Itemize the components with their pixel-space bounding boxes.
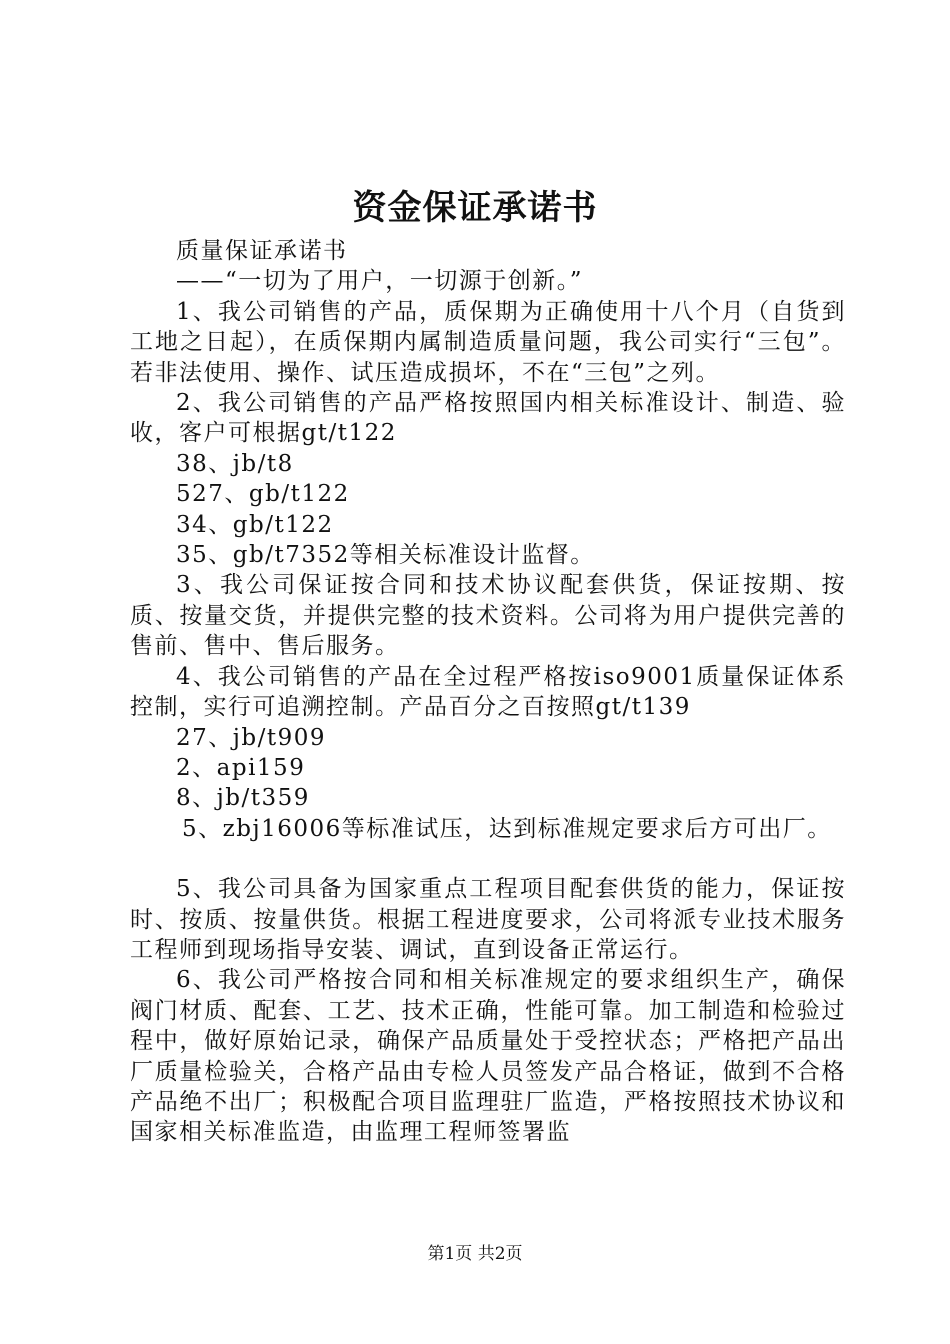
paragraph-item-3: 3、我公司保证按合同和技术协议配套供货，保证按期、按质、按量交货，并提供完整的技术资料。公司将为用户提供完善的售前、售中、售后服务。 — [130, 572, 846, 660]
paragraph-standard-line: 2、api159 — [176, 754, 306, 781]
paragraph-item-2: 2、我公司销售的产品严格按照国内相关标准设计、制造、验收，客户可根据gt/t122 — [130, 390, 846, 447]
paragraph-item-1: 1、我公司销售的产品，质保期为正确使用十八个月（自货到工地之日起），在质保期内属制造质量问题，我公司实行“三包”。若非法使用、操作、试压造成损坏，不在“三包”之列。 — [130, 298, 846, 386]
paragraph-slogan: ——“一切为了用户，一切源于创新。” — [176, 268, 584, 295]
paragraph-spacer — [130, 844, 846, 874]
paragraph-standard-line: 5、zbj16006等标准试压，达到标准规定要求后方可出厂。 — [182, 815, 832, 842]
paragraph-standard-line: 27、jb/t909 — [176, 724, 327, 751]
paragraph-standard-line: 38、jb/t8 — [176, 450, 294, 477]
paragraph-standard-line: 35、gb/t7352等相关标准设计监督。 — [176, 542, 595, 569]
paragraph-item-6: 6、我公司严格按合同和相关标准规定的要求组织生产，确保阀门材质、配套、工艺、技术正确，性能可靠。加工制造和检验过程中，做好原始记录，确保产品质量处于受控状态；严格把产品出厂质量检验关，合格产品由专检人员签发产品合格证，做到不合格产品绝不出厂；积极配合项目监理驻厂监造，严格按照技术协议和国家相关标准监造，由监理工程师签署监 — [130, 967, 846, 1146]
paragraph-item-4: 4、我公司销售的产品在全过程严格按iso9001质量保证体系控制，实行可追溯控制。产品百分之百按照gt/t139 — [130, 663, 846, 721]
paragraph-item-5: 5、我公司具备为国家重点工程项目配套供货的能力，保证按时、按质、按量供货。根据工程进度要求，公司将派专业技术服务工程师到现场指导安装、调试，直到设备正常运行。 — [130, 876, 846, 963]
paragraph-standard-line: 8、jb/t359 — [176, 785, 310, 812]
page-footer: 第1页 共2页 — [427, 1244, 523, 1264]
document-title: 资金保证承诺书 — [352, 188, 598, 228]
paragraph-standard-line: 527、gb/t122 — [176, 481, 350, 508]
document-body — [130, 236, 846, 1148]
paragraph-subtitle: 质量保证承诺书 — [176, 238, 348, 264]
paragraph-standard-line: 34、gb/t122 — [176, 511, 334, 538]
